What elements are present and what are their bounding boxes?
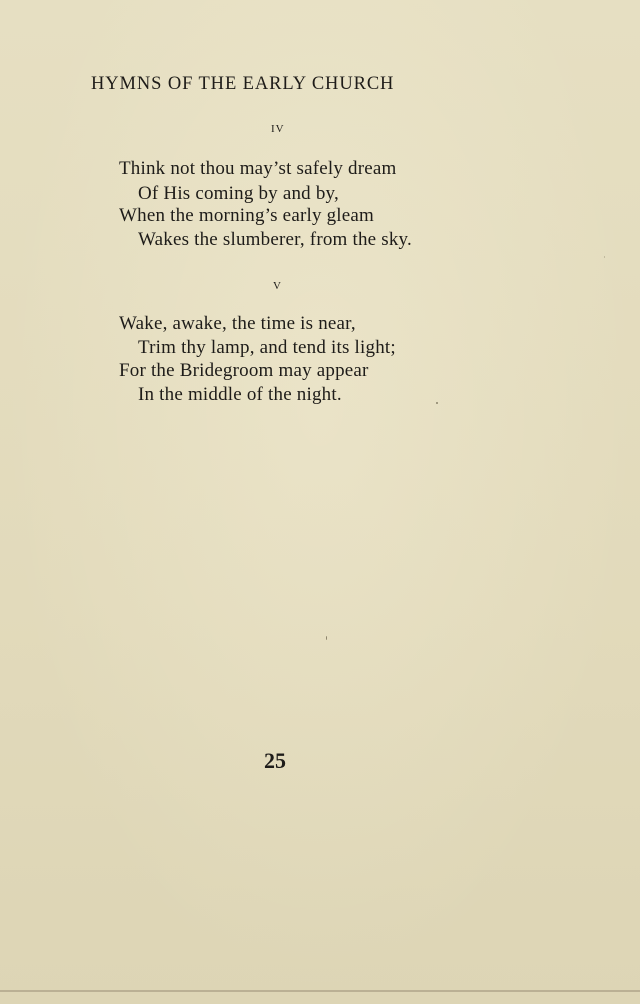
page-number: 25	[264, 748, 286, 773]
verse-line: Think not thou may’st safely dream	[119, 158, 397, 179]
paper-speck	[604, 256, 605, 258]
paper-speck	[436, 402, 438, 404]
stanza-number: iv	[271, 120, 285, 136]
verse-line: When the morning’s early gleam	[119, 205, 375, 226]
verse-line: Wake, awake, the time is near,	[119, 313, 356, 334]
running-title: HYMNS OF THE EARLY CHURCH	[91, 74, 395, 94]
verse-line: Wakes the slumberer, from the sky.	[138, 229, 412, 250]
verse-line: Of His coming by and by,	[138, 183, 339, 204]
page-edge-line	[0, 990, 640, 992]
verse-line: Trim thy lamp, and tend its light;	[138, 337, 396, 358]
verse-line: For the Bridegroom may appear	[119, 360, 369, 381]
verse-line: In the middle of the night.	[138, 384, 342, 405]
paper-speck	[326, 636, 327, 640]
stanza-number: v	[273, 277, 282, 293]
